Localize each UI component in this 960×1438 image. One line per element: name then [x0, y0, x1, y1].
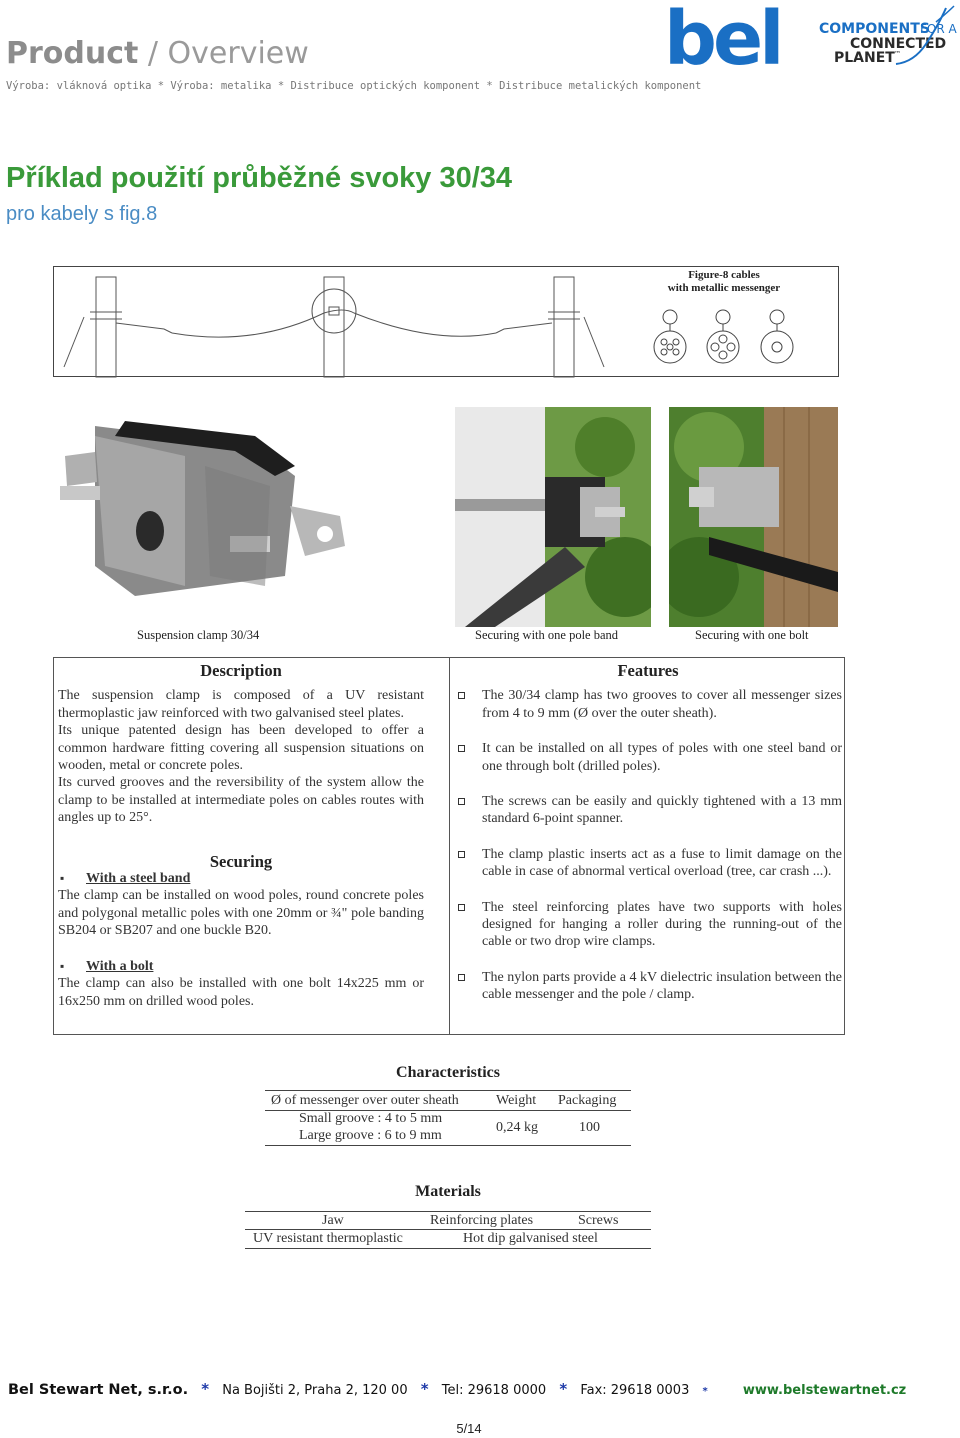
- feature-text: The nylon parts provide a 4 kV dielectric insulation between the cable messenger and the pole / clamp.: [482, 969, 842, 1003]
- materials-header-row: [245, 1212, 651, 1230]
- bolt-text: The clamp can also be installed with one bolt 14x225 mm or 16x250 mm on drilled wood poles.: [58, 976, 424, 1009]
- pole-left: [64, 277, 172, 377]
- logo-line2: CONNECTED: [850, 36, 947, 52]
- feature-text: The clamp plastic inserts act as a fuse to limit damage on the cable in case of abnormal vertical overload (tree, car crash ...).: [482, 846, 842, 880]
- footer-separator: *: [559, 1380, 568, 1398]
- features-title: Features: [617, 661, 679, 680]
- feature-item: [454, 846, 842, 881]
- mat-header-jaw: Jaw: [322, 1213, 344, 1228]
- footer-separator: *: [420, 1380, 429, 1398]
- char-header-packaging: Packaging: [558, 1093, 617, 1108]
- features-column: [454, 662, 842, 1004]
- page-header-title: [6, 36, 309, 71]
- installation-diagram: [53, 266, 839, 377]
- feature-text: The steel reinforcing plates have two supports with holes designed for hanging a roller during the running-out of the cable or two drop wire clamps.: [482, 899, 842, 950]
- figure8-title-line1: Figure-8 cables: [688, 269, 760, 281]
- pole-right: [496, 277, 604, 377]
- characteristics-data-row: [265, 1111, 631, 1145]
- footer-separator: *: [201, 1380, 210, 1398]
- footer-website-link[interactable]: www.belstewartnet.cz: [742, 1383, 907, 1398]
- checkbox-bullet-icon: [458, 745, 465, 752]
- checkbox-bullet-icon: [458, 798, 465, 805]
- char-large-groove: Large groove : 6 to 9 mm: [299, 1128, 442, 1143]
- footer-separator: *: [702, 1386, 708, 1397]
- page-heading: Příklad použití průběžné svoky 30/34: [6, 162, 513, 194]
- figure8-title: [654, 269, 794, 295]
- header-subtitle: Výroba: vláknová optika * Výroba: metalika * Distribuce optických komponent * Distribuce metalických komponent: [6, 80, 702, 92]
- characteristics-header-row: [265, 1091, 631, 1111]
- page-number: 5/14: [456, 1421, 482, 1436]
- description-title: Description: [200, 661, 282, 680]
- securing-title: Securing: [209, 851, 273, 871]
- materials-title: Materials: [415, 1183, 481, 1200]
- mat-jaw: UV resistant thermoplastic: [253, 1231, 403, 1246]
- char-packaging: 100: [579, 1120, 600, 1135]
- pole-bolt-photo: [669, 407, 838, 627]
- caption-bolt: Securing with one bolt: [695, 628, 809, 642]
- bolt-title: ▪ With a bolt: [58, 958, 424, 975]
- bel-logo: [664, 4, 958, 70]
- mat-header-screws: Screws: [578, 1213, 619, 1228]
- char-header-weight: Weight: [496, 1093, 537, 1108]
- caption-clamp: Suspension clamp 30/34: [137, 628, 260, 642]
- char-weight: 0,24 kg: [496, 1120, 538, 1135]
- steel-band-title: ▪ With a steel band: [58, 870, 424, 887]
- feature-item: [454, 899, 842, 951]
- logo-line1: COMPONENTS: [819, 21, 930, 37]
- figure8-title-line2: with metallic messenger: [667, 282, 781, 294]
- footer-fax: Fax: 29618 0003: [580, 1383, 690, 1398]
- characteristics-table: [265, 1090, 631, 1146]
- steel-band-text: The clamp can be installed on wood poles, round concrete poles and polygonal metallic poles with one 20mm or ¾" pole banding SB204 or SB207 and one buckle B20.: [58, 888, 424, 939]
- logo-line3: PLANET: [834, 50, 895, 66]
- feature-text: It can be installed on all types of poles with one steel band or one through bolt (drilled poles).: [482, 741, 842, 774]
- feature-item: [454, 969, 842, 1004]
- header-title-overview: / Overview: [138, 36, 309, 71]
- description-features-table: [53, 657, 845, 1035]
- mat-header-plates: Reinforcing plates: [430, 1213, 534, 1228]
- pole-band-photo: [455, 407, 651, 627]
- checkbox-bullet-icon: [458, 904, 465, 911]
- page-footer: [8, 1380, 952, 1398]
- materials-table: [245, 1211, 651, 1249]
- clamp-photo: [55, 406, 355, 606]
- caption-band: Securing with one pole band: [475, 628, 619, 642]
- checkbox-bullet-icon: [458, 974, 465, 981]
- mat-plates-screws: Hot dip galvanised steel: [463, 1231, 598, 1246]
- footer-company: Bel Stewart Net, s.r.o.: [8, 1382, 189, 1398]
- characteristics-title: Characteristics: [396, 1064, 500, 1081]
- feature-text: The screws can be easily and quickly tightened with a 13 mm standard 6-point spanner.: [482, 794, 842, 827]
- char-header-messenger: Ø of messenger over outer sheath: [271, 1093, 459, 1108]
- feature-item: [454, 687, 842, 722]
- page-subheading: pro kabely s fig.8: [6, 203, 158, 225]
- feature-text: The 30/34 clamp has two grooves to cover all messenger sizes from 4 to 9 mm (Ø over the outer sheath).: [482, 688, 842, 721]
- logo-line1b: FOR A: [920, 22, 957, 36]
- table-divider: [449, 658, 450, 1034]
- footer-tel: Tel: 29618 0000: [441, 1383, 547, 1398]
- description-paragraph-1: The suspension clamp is composed of a UV resistant thermoplastic jaw reinforced with two galvanised steel plates.: [58, 688, 424, 721]
- checkbox-bullet-icon: [458, 692, 465, 699]
- pole-middle: [312, 277, 356, 377]
- logo-brand-text: bel: [664, 4, 781, 70]
- logo-tm: ™: [894, 50, 901, 58]
- description-paragraph-2: Its unique patented design has been developed to offer a common hardware fitting covering all suspension situations on wooden, metal or concrete poles.: [58, 723, 424, 774]
- footer-address: Na Bojišti 2, Praha 2, 120 00: [222, 1383, 408, 1398]
- feature-item: [454, 793, 842, 828]
- char-small-groove: Small groove : 4 to 5 mm: [299, 1111, 443, 1126]
- cable-sections: [654, 310, 793, 363]
- description-column: [58, 662, 424, 1010]
- materials-data-row: [245, 1230, 651, 1248]
- checkbox-bullet-icon: [458, 851, 465, 858]
- feature-item: [454, 740, 842, 775]
- header-title-product: Product: [6, 36, 139, 71]
- description-paragraph-3: Its curved grooves and the reversibility of the system allow the clamp to be installed at intermediate poles on cables routes with angles up to 25°.: [58, 775, 424, 826]
